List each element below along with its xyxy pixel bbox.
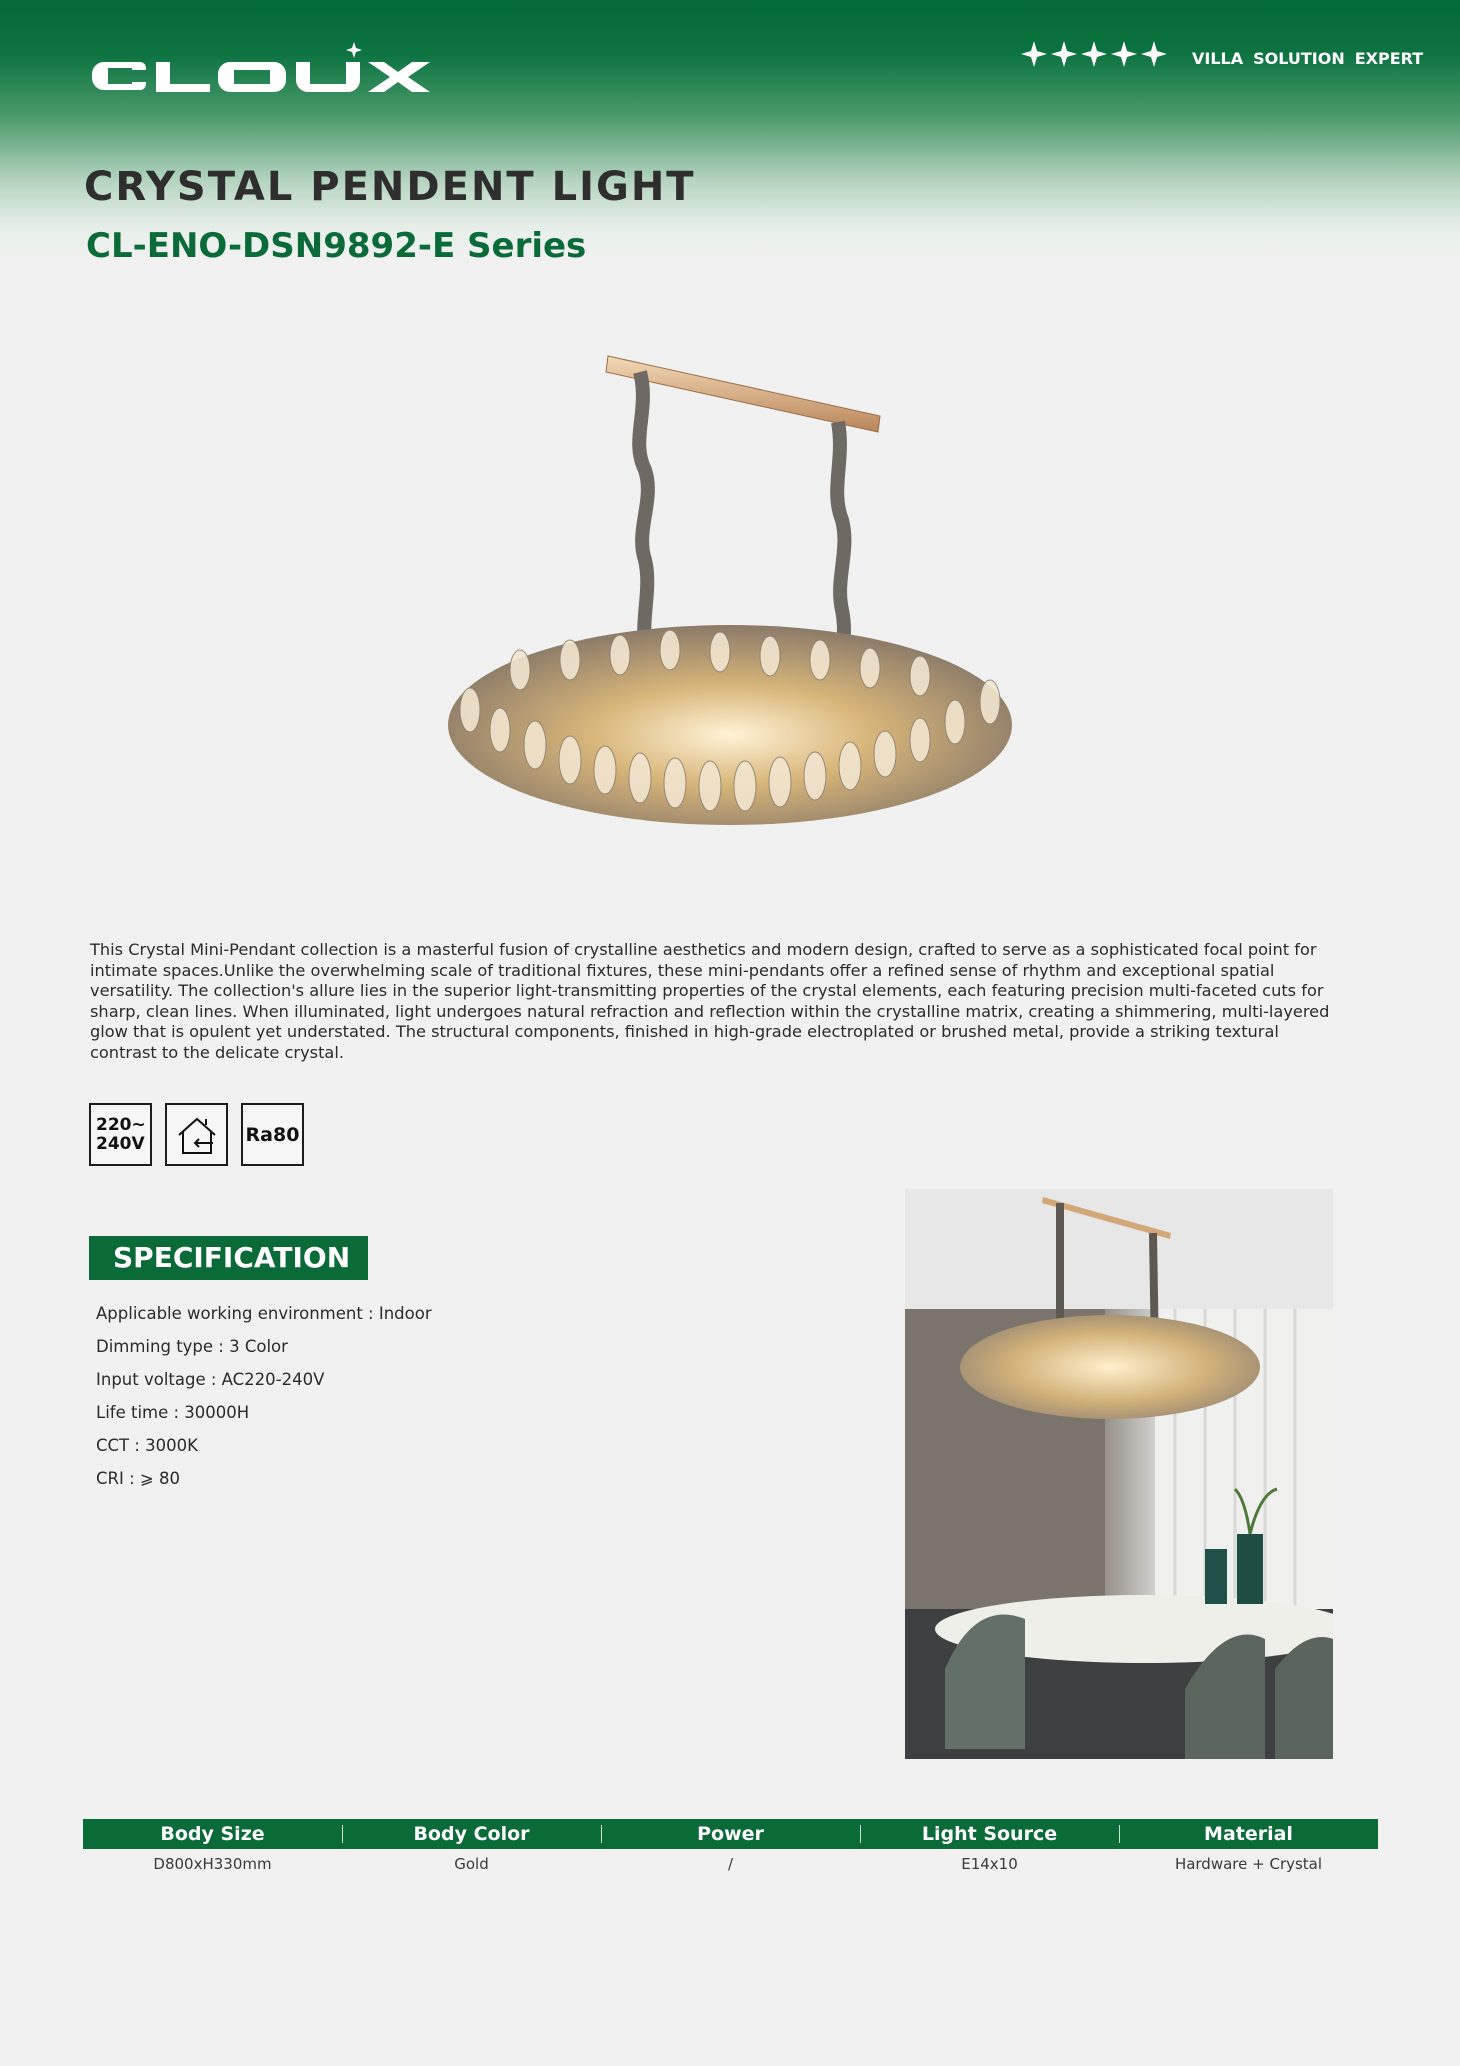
header-banner xyxy=(0,0,1460,260)
table-header-cell: Power xyxy=(601,1823,860,1845)
star-icon xyxy=(1050,40,1078,68)
product-title: CRYSTAL PENDENT LIGHT xyxy=(84,164,696,210)
rating-stars xyxy=(1020,40,1168,68)
tagline-word: VILLA xyxy=(1192,49,1244,68)
room-scene-photo xyxy=(905,1189,1333,1759)
star-icon xyxy=(1140,40,1168,68)
table-cell: Gold xyxy=(454,1855,489,1873)
spec-item: CCT : 3000K xyxy=(96,1436,198,1455)
product-series: CL-ENO-DSN9892-E Series xyxy=(86,226,587,266)
spec-item: Life time : 30000H xyxy=(96,1403,250,1422)
star-icon xyxy=(1020,40,1048,68)
table-header-row xyxy=(83,1819,1378,1849)
table-header-cell: Material xyxy=(1119,1823,1378,1845)
product-photo xyxy=(440,350,1020,860)
spec-item: CRI : ⩾ 80 xyxy=(96,1469,180,1488)
star-icon xyxy=(1080,40,1108,68)
tagline-word: SOLUTION xyxy=(1253,49,1345,68)
spec-item: Dimming type : 3 Color xyxy=(96,1337,288,1356)
product-parameter-table xyxy=(83,1819,1378,1879)
feature-badges xyxy=(89,1103,304,1166)
voltage-badge xyxy=(89,1103,152,1166)
brand-tagline xyxy=(1192,49,1423,68)
table-header-cell: Body Size xyxy=(160,1823,265,1845)
spec-item: Applicable working environment : Indoor xyxy=(96,1304,432,1323)
specification-heading: SPECIFICATION xyxy=(89,1236,368,1280)
table-header-cell: Body Color xyxy=(342,1823,601,1845)
table-cell: / xyxy=(727,1855,734,1873)
voltage-line: 240V xyxy=(96,1133,145,1154)
table-row xyxy=(83,1849,1378,1879)
table-header-cell: Light Source xyxy=(860,1823,1119,1845)
spec-item: Input voltage : AC220-240V xyxy=(96,1370,325,1389)
product-description: This Crystal Mini-Pendant collection is a masterful fusion of crystalline aesthetics and modern design, crafted to serve as a sophisticated focal point for intimate spaces.Unlike the overwhelming scale of traditional fixtures, these mini-pendants offer a refined sense of rhythm and exceptional spatial versatility. The collection's allure lies in the superior light-transmitting properties of the crystal elements, each featuring precision multi-faceted cuts for sharp, clean lines. When illuminated, light undergoes natural refraction and reflection within the crystalline matrix, creating a shimmering, multi-layered glow that is opulent yet understated. The structural components, finished in high-grade electroplated or brushed metal, provide a striking textural contrast to the delicate crystal. xyxy=(90,940,1330,1062)
specification-list xyxy=(96,1303,432,1501)
tagline-word: EXPERT xyxy=(1354,49,1424,68)
table-cell: E14x10 xyxy=(961,1855,1018,1873)
cloux-logo xyxy=(84,42,436,102)
star-icon xyxy=(1110,40,1138,68)
indoor-house-icon xyxy=(165,1103,228,1166)
cri-badge: Ra80 xyxy=(241,1103,304,1166)
voltage-line: 220~ xyxy=(96,1114,146,1135)
table-cell: D800xH330mm xyxy=(153,1855,272,1873)
house-icon xyxy=(173,1113,221,1157)
table-cell: Hardware + Crystal xyxy=(1174,1855,1323,1873)
